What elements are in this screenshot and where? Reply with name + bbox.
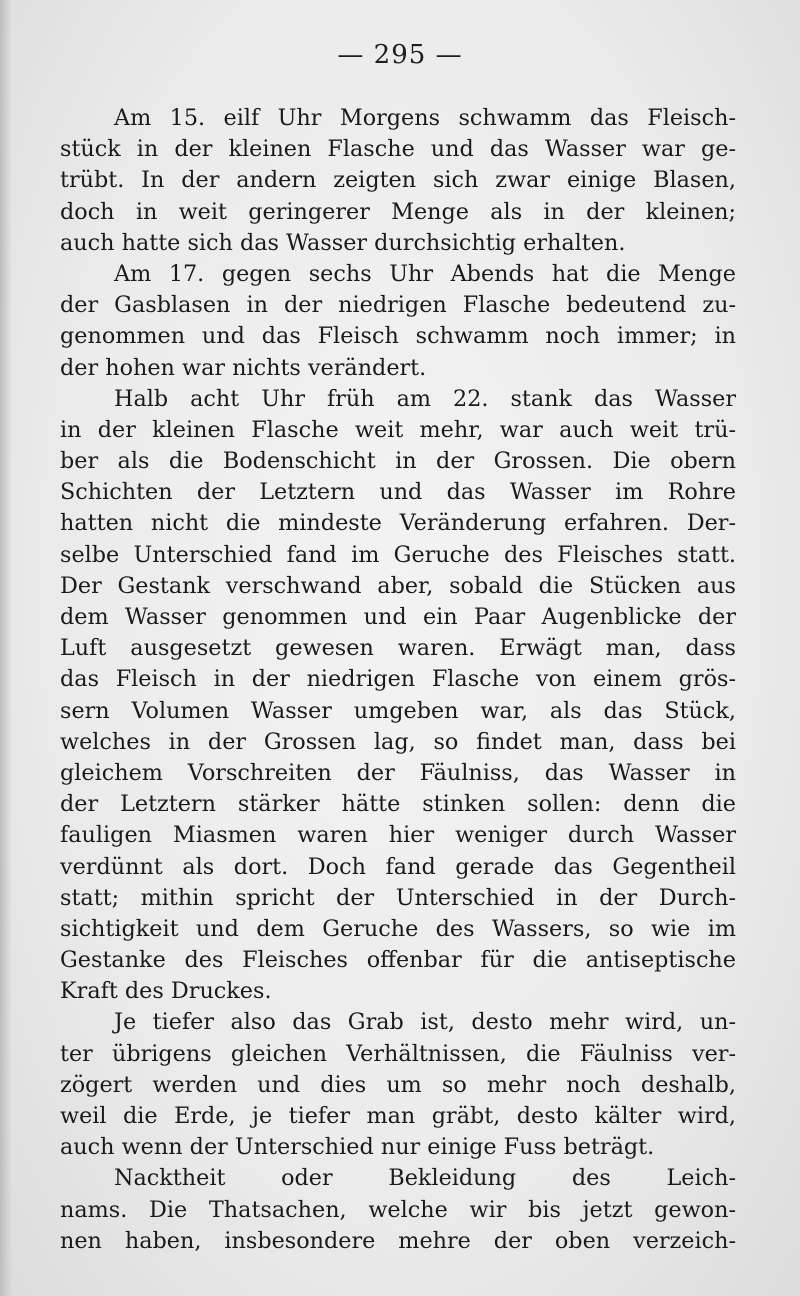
- text-line: das Fleisch in der niedrigen Flasche von einem grös-: [60, 666, 736, 693]
- text-line: der Gasblasen in der niedrigen Flasche bedeutend zu-: [60, 292, 736, 319]
- text-line: hatten nicht die mindeste Veränderung erfahren. Der-: [60, 510, 736, 537]
- text-line: Schichten der Letztern und das Wasser im Rohre: [60, 479, 736, 506]
- text-line: sern Volumen Wasser umgeben war, als das Stück,: [60, 697, 736, 724]
- body-text: [60, 103, 736, 1257]
- text-line: nen haben, insbesondere mehre der oben verzeich-: [60, 1227, 736, 1254]
- text-line: der Letztern stärker hätte stinken sollen: denn die: [60, 791, 736, 818]
- text-line: Gestanke des Fleisches offenbar für die antiseptische: [60, 947, 736, 974]
- text-line: Je tiefer also das Grab ist, desto mehr wird, un-: [114, 1009, 736, 1036]
- text-line: welches in der Grossen lag, so findet man, dass bei: [60, 728, 736, 755]
- text-line: stück in der kleinen Flasche und das Wasser war ge-: [60, 136, 736, 163]
- text-line: weil die Erde, je tiefer man gräbt, desto kälter wird,: [60, 1103, 736, 1129]
- text-line: auch hatte sich das Wasser durchsichtig erhalten.: [60, 229, 626, 256]
- text-line: zögert werden und dies um so mehr noch deshalb,: [60, 1071, 736, 1098]
- text-line: in der kleinen Flasche weit mehr, war auch weit trü-: [60, 416, 736, 443]
- text-line: selbe Unterschied fand im Geruche des Fleisches statt.: [60, 541, 736, 568]
- text-line: doch in weit geringerer Menge als in der kleinen;: [60, 198, 736, 225]
- text-line: ber als die Bodenschicht in der Grossen. Die obern: [60, 448, 736, 475]
- text-line: statt; mithin spricht der Unterschied in der Durch-: [60, 884, 736, 911]
- text-line: ter übrigens gleichen Verhältnissen, die Fäulniss ver-: [60, 1040, 736, 1067]
- text-line: Luft ausgesetzt gewesen waren. Erwägt man, dass: [60, 635, 736, 662]
- text-line: auch wenn der Unterschied nur einige Fuss beträgt.: [60, 1134, 655, 1161]
- text-line: verdünnt als dort. Doch fand gerade das Gegentheil: [60, 853, 736, 880]
- text-line: Der Gestank verschwand aber, sobald die Stücken aus: [60, 572, 736, 599]
- text-line: nams. Die Thatsachen, welche wir bis jetzt gewon-: [60, 1196, 736, 1223]
- text-line: Am 15. eilf Uhr Morgens schwamm das Fleisch-: [114, 105, 736, 131]
- text-line: sichtigkeit und dem Geruche des Wassers, so wie im: [60, 915, 736, 942]
- text-line: genommen und das Fleisch schwamm noch immer; in: [60, 323, 736, 350]
- text-line: fauligen Miasmen waren hier weniger durch Wasser: [60, 822, 736, 849]
- text-line: der hohen war nichts verändert.: [60, 354, 427, 381]
- text-line: Halb acht Uhr früh am 22. stank das Wasser: [114, 385, 736, 412]
- text-line: dem Wasser genommen und ein Paar Augenblicke der: [60, 604, 736, 630]
- text-line: Am 17. gegen sechs Uhr Abends hat die Menge: [114, 260, 736, 287]
- page-number: — 295 —: [337, 40, 463, 70]
- text-line: Kraft des Druckes.: [60, 978, 272, 1005]
- text-line: Nacktheit oder Bekleidung des Leich-: [114, 1165, 736, 1192]
- text-line: trübt. In der andern zeigten sich zwar einige Blasen,: [60, 167, 736, 194]
- text-line: gleichem Vorschreiten der Fäulniss, das Wasser in: [60, 759, 736, 786]
